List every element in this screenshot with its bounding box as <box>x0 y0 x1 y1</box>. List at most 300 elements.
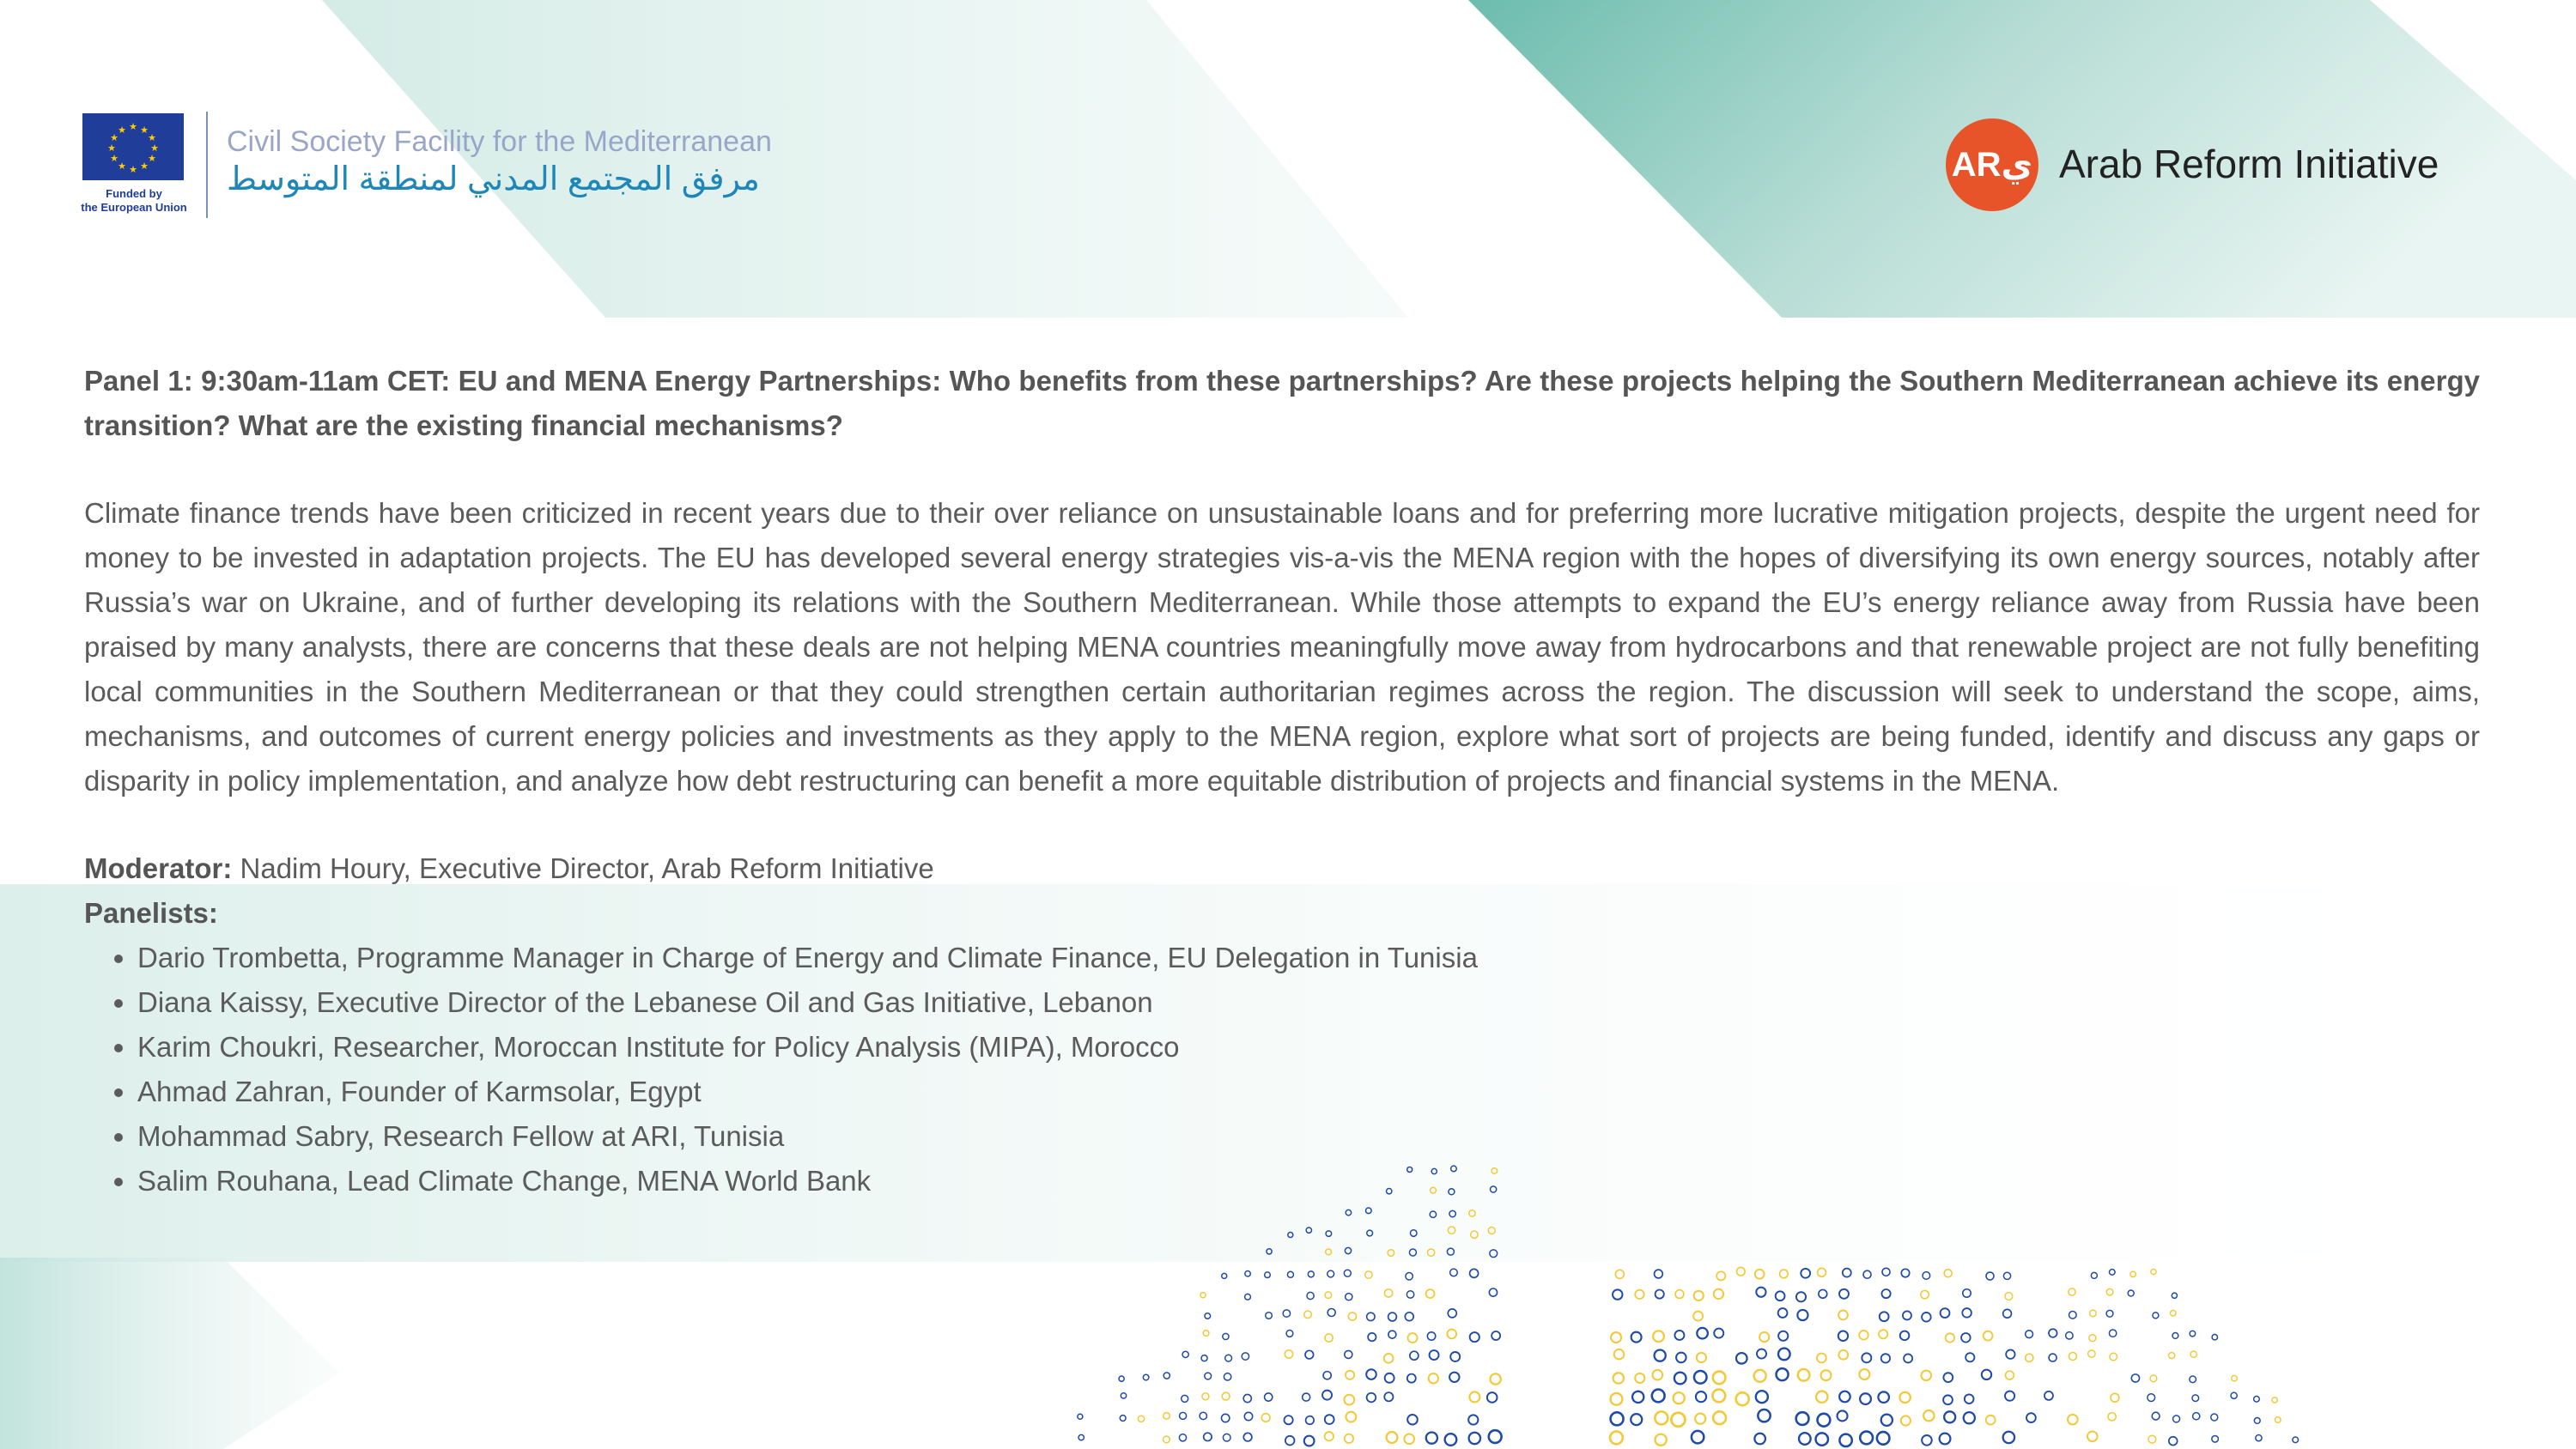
map-dot <box>2088 1350 2095 1357</box>
map-dot <box>1163 1436 1170 1443</box>
map-dot <box>1448 1309 1456 1318</box>
map-dot <box>1656 1289 1664 1298</box>
map-dot <box>1860 1432 1873 1445</box>
map-dot <box>1388 1313 1397 1321</box>
map-dot <box>1121 1393 1126 1398</box>
map-dot <box>2172 1293 2177 1298</box>
map-dot <box>1223 1434 1230 1441</box>
map-dot <box>1631 1414 1642 1425</box>
map-dot <box>1635 1290 1643 1299</box>
map-dot <box>2005 1391 2014 1401</box>
map-dot <box>2150 1375 2157 1382</box>
map-dot <box>1713 1411 1726 1424</box>
map-dot <box>2049 1329 2057 1337</box>
map-dot <box>1489 1430 1502 1443</box>
map-dot <box>2026 1331 2033 1338</box>
map-dot <box>1758 1410 1770 1422</box>
map-dot <box>1737 1267 1746 1276</box>
map-dot <box>2131 1374 2139 1382</box>
map-dot <box>1780 1270 1789 1278</box>
map-dot <box>1652 1390 1665 1403</box>
map-dot <box>1944 1411 1955 1422</box>
map-dot <box>1327 1309 1335 1317</box>
logo-divider <box>206 112 208 218</box>
map-dot <box>2172 1333 2178 1339</box>
map-dot <box>1447 1330 1456 1339</box>
map-dot <box>1384 1289 1392 1297</box>
map-dot <box>1946 1333 1954 1342</box>
map-dot <box>1426 1289 1435 1298</box>
map-dot <box>1820 1370 1831 1380</box>
map-dot <box>1304 1436 1315 1446</box>
map-dot <box>1244 1412 1252 1420</box>
map-dot <box>1201 1355 1207 1361</box>
map-dot <box>1469 1391 1479 1402</box>
moderator-label: Moderator: <box>84 852 233 884</box>
map-dot <box>2069 1312 2077 1319</box>
svg-text:★: ★ <box>129 121 137 132</box>
map-dot <box>1903 1311 1911 1319</box>
map-dot <box>1327 1270 1334 1277</box>
map-dot <box>1674 1373 1686 1385</box>
map-dot <box>1776 1291 1785 1300</box>
map-dot <box>1367 1313 1375 1320</box>
map-dot <box>1223 1333 1229 1339</box>
map-dot <box>2173 1416 2180 1422</box>
map-dot <box>1694 1291 1704 1300</box>
list-item: • Dario Trombetta, Programme Manager in Charge of Energy and Climate Finance, EU Delegation in Tunisia <box>137 936 2480 980</box>
map-dot <box>1384 1392 1393 1401</box>
map-dot <box>1838 1410 1848 1421</box>
chevron-shape-bottom-left <box>0 1258 339 1449</box>
map-dot <box>1899 1392 1910 1403</box>
map-dot <box>1307 1292 1314 1299</box>
map-dot <box>1265 1272 1271 1278</box>
csf-title-english: Civil Society Facility for the Mediterranean <box>227 125 772 158</box>
map-dot <box>1265 1393 1273 1401</box>
map-dot <box>1613 1373 1624 1383</box>
map-dot <box>1631 1332 1642 1343</box>
map-dot <box>1754 1370 1766 1382</box>
map-dot <box>1882 1268 1890 1276</box>
map-dot <box>2049 1354 2057 1361</box>
map-dot <box>1306 1416 1315 1425</box>
map-dot <box>1385 1373 1394 1383</box>
map-dot <box>1450 1352 1460 1361</box>
map-dot <box>2275 1417 2281 1423</box>
map-dot <box>1346 1294 1352 1300</box>
map-dot <box>1120 1416 1126 1422</box>
map-dot <box>1655 1270 1663 1278</box>
csf-eu-logo <box>74 112 847 223</box>
map-dot <box>2110 1353 2117 1361</box>
map-dot <box>1695 1414 1705 1424</box>
map-dot <box>2153 1313 2159 1319</box>
map-dot <box>1963 1289 1971 1297</box>
map-dot <box>1961 1333 1971 1343</box>
map-dot <box>1325 1292 1332 1299</box>
map-dot <box>1674 1331 1684 1340</box>
map-dot <box>1429 1373 1438 1383</box>
map-dot <box>2169 1352 2175 1358</box>
map-dot <box>2003 1432 2014 1443</box>
map-dot <box>1655 1411 1668 1424</box>
map-dot <box>1138 1416 1144 1422</box>
map-dot <box>2170 1310 2176 1316</box>
map-dot <box>1940 1434 1951 1445</box>
map-dot <box>1078 1434 1084 1440</box>
map-dot <box>2026 1354 2033 1361</box>
svg-text:★: ★ <box>140 161 149 172</box>
map-dot <box>2091 1272 2097 1278</box>
map-dot <box>1368 1333 1376 1341</box>
map-dot <box>1470 1332 1479 1342</box>
map-dot <box>2192 1395 2199 1402</box>
map-dot <box>2109 1330 2116 1337</box>
map-dot <box>2190 1331 2196 1337</box>
map-dot <box>2069 1353 2076 1361</box>
map-dot <box>1450 1269 1458 1276</box>
map-dot <box>2190 1351 2196 1357</box>
map-dot <box>1838 1310 1848 1319</box>
eu-caption-line2: the European Union <box>81 201 187 214</box>
map-dot <box>1323 1372 1331 1379</box>
map-dot <box>1881 1289 1890 1298</box>
map-dot <box>1674 1392 1685 1404</box>
map-dot <box>1655 1350 1666 1361</box>
map-dot <box>1245 1294 1251 1300</box>
map-dot <box>1469 1433 1480 1444</box>
map-dot <box>2044 1391 2053 1400</box>
map-dot <box>1261 1414 1270 1422</box>
map-dot <box>1713 1372 1726 1385</box>
map-dot <box>1242 1353 1249 1360</box>
map-dot <box>2148 1394 2155 1402</box>
map-dot <box>1308 1271 1314 1277</box>
map-dot <box>1859 1369 1869 1379</box>
map-dot <box>2006 1371 2014 1379</box>
list-item: • Salim Rouhana, Lead Climate Change, MENA World Bank <box>137 1159 2480 1203</box>
map-dot <box>1798 1369 1810 1381</box>
map-dot <box>1816 1433 1828 1445</box>
map-dot <box>1163 1373 1170 1379</box>
map-dot <box>1325 1415 1334 1424</box>
map-dot <box>2068 1415 2078 1425</box>
map-dot <box>2254 1396 2260 1402</box>
map-dot <box>1818 1414 1831 1427</box>
map-dot <box>1449 1373 1459 1382</box>
map-dot <box>1716 1271 1725 1280</box>
map-dot <box>1881 1354 1890 1362</box>
map-dot <box>1922 1435 1932 1446</box>
map-dot <box>1266 1313 1273 1319</box>
map-dot <box>1838 1350 1848 1360</box>
map-dot <box>1923 1410 1934 1421</box>
map-dot <box>2212 1335 2217 1340</box>
map-dot <box>1696 1391 1706 1402</box>
map-dot <box>1388 1331 1396 1338</box>
map-dot <box>1877 1432 1890 1445</box>
map-dot <box>1859 1331 1868 1340</box>
map-dot <box>1984 1331 1993 1341</box>
map-dot <box>1384 1354 1394 1363</box>
map-dot <box>1205 1313 1211 1319</box>
map-dot <box>1487 1392 1498 1403</box>
map-dot <box>1180 1412 1187 1419</box>
moderator-line <box>84 846 2480 891</box>
map-dot <box>1881 1415 1893 1426</box>
map-dot <box>1778 1331 1788 1341</box>
map-dot <box>1611 1412 1624 1425</box>
map-dot <box>2130 1271 2136 1276</box>
svg-text:★: ★ <box>150 142 159 154</box>
map-dot <box>2108 1413 2116 1421</box>
map-dot <box>1204 1433 1212 1440</box>
map-dot <box>2148 1435 2156 1443</box>
map-dot <box>1611 1393 1623 1405</box>
list-item: • Karim Choukri, Researcher, Moroccan Institute for Policy Analysis (MIPA), Morocco <box>137 1025 2480 1070</box>
svg-text:★: ★ <box>148 153 156 164</box>
map-dot <box>2003 1272 2010 1279</box>
map-dot <box>1736 1392 1749 1405</box>
map-dot <box>1964 1412 1975 1423</box>
map-dot <box>2232 1375 2238 1381</box>
map-dot <box>1492 1331 1500 1340</box>
map-dot <box>1901 1416 1911 1425</box>
map-dot <box>2026 1413 2036 1422</box>
map-dot <box>1694 1371 1707 1384</box>
map-dot <box>1796 1412 1809 1425</box>
map-dot <box>1839 1391 1850 1403</box>
map-dot <box>1078 1414 1083 1419</box>
map-dot <box>1697 1353 1706 1362</box>
map-dot <box>1818 1268 1826 1276</box>
map-dot <box>1986 1272 1994 1280</box>
map-dot <box>1676 1353 1686 1363</box>
map-dot <box>1860 1393 1871 1404</box>
svg-text:★: ★ <box>118 161 126 172</box>
map-dot <box>1778 1308 1788 1318</box>
map-dot <box>1757 1349 1766 1359</box>
panel-description: Climate finance trends have been criticized in recent years due to their over reliance on unsustainable loans and for preferring more lucrative mitigation projects, despite the urgent need for money to be invested in adaptation projects. The EU has developed several energy strategies vis-a-vis the MENA region with the hopes of diversifying its own energy sources, notably after Russia’s war on Ukraine, and of further developing its relations with the Southern Mediterranean. While those attempts to expand the EU’s energy reliance away from Russia have been praised by many analysts, there are concerns that these deals are not helping MENA countries meaningfully move away from hydrocarbons and that renewable project are not fully benefiting local communities in the Southern Mediterranean or that they could strengthen certain authoritarian regimes across the region. The discussion will seek to understand the scope, aims, mechanisms, and outcomes of current energy policies and investments as they apply to the MENA region, explore what sort of projects are being funded, identify and discuss any gaps or disparity in policy implementation, and analyze how debt restructuring can benefit a more equitable distribution of projects and financial systems in the MENA. <box>84 497 2480 797</box>
map-dot <box>1445 1434 1457 1446</box>
svg-text:★: ★ <box>129 164 137 175</box>
map-dot <box>2152 1412 2160 1420</box>
map-dot <box>1426 1432 1437 1443</box>
map-dot <box>1965 1394 1974 1404</box>
map-dot <box>2151 1269 2156 1274</box>
map-dot <box>1119 1376 1124 1381</box>
map-dot <box>1801 1269 1810 1278</box>
map-dot <box>1304 1311 1312 1319</box>
map-dot <box>1962 1308 1971 1318</box>
map-dot <box>1179 1434 1186 1441</box>
map-dot <box>1900 1331 1910 1341</box>
map-dot <box>1224 1373 1230 1380</box>
map-dot <box>2106 1310 2113 1317</box>
map-dot <box>1430 1350 1439 1360</box>
list-item: • Mohammad Sabry, Research Fellow at ARI, Tunisia <box>137 1114 2480 1159</box>
map-dot <box>1656 1434 1667 1446</box>
map-dot <box>1404 1434 1414 1445</box>
map-dot <box>1366 1369 1376 1379</box>
map-dot <box>1345 1350 1352 1358</box>
map-dot <box>1839 1434 1851 1446</box>
map-dot <box>1287 1271 1293 1277</box>
map-dot <box>1322 1391 1332 1400</box>
list-item: • Diana Kaissy, Executive Director of the Lebanese Oil and Gas Initiative, Lebanon <box>137 980 2480 1025</box>
map-dot <box>2128 1290 2134 1296</box>
map-dot <box>1345 1434 1353 1443</box>
map-dot <box>1405 1313 1413 1321</box>
panel-title: Panel 1: 9:30am-11am CET: EU and MENA Energy Partnerships: Who benefits from these partnerships? Are these projects helping the Southern Mediterranean achieve its energy transition? What are the existing financial mechanisms? <box>84 365 2480 441</box>
map-dot <box>1614 1349 1625 1360</box>
map-dot <box>2254 1418 2260 1424</box>
map-dot <box>1632 1391 1643 1403</box>
map-dot <box>1203 1331 1209 1337</box>
map-dot <box>1671 1413 1685 1427</box>
eu-caption-line1: Funded by <box>106 187 162 200</box>
svg-text:★: ★ <box>118 124 126 136</box>
csf-title-arabic: مرفق المجتمع المدني لمنطقة المتوسط <box>227 161 760 197</box>
map-dot <box>1799 1433 1811 1445</box>
svg-text:★: ★ <box>110 153 118 164</box>
map-dot <box>1410 1351 1419 1360</box>
map-dot <box>2066 1332 2073 1339</box>
map-dot <box>1817 1354 1826 1363</box>
map-dot <box>2212 1435 2219 1442</box>
map-dot <box>1489 1288 1497 1296</box>
map-dot <box>1344 1395 1354 1405</box>
map-dot <box>1406 1291 1413 1298</box>
map-dot <box>1243 1433 1252 1441</box>
eu-flag-icon <box>82 113 184 180</box>
map-dot <box>1756 1288 1765 1297</box>
map-dot <box>1285 1350 1292 1358</box>
map-dot <box>1225 1355 1232 1361</box>
map-dot <box>1325 1334 1333 1342</box>
map-dot <box>1693 1312 1703 1321</box>
ari-logo-mark: ARي <box>1946 118 2038 211</box>
ari-logo-name: Arab Reform Initiative <box>2059 142 2439 186</box>
ari-logo <box>1946 118 2512 215</box>
map-dot <box>1303 1393 1310 1401</box>
map-dot <box>1778 1349 1790 1361</box>
map-dot <box>1943 1373 1953 1382</box>
map-dot <box>1843 1269 1851 1277</box>
panelists-list <box>84 936 2480 1203</box>
map-dot <box>1714 1329 1723 1338</box>
map-dot <box>2003 1309 2012 1318</box>
map-dot <box>2272 1397 2277 1403</box>
map-dot <box>1986 1416 1996 1425</box>
map-dot <box>1387 1432 1398 1443</box>
map-dot <box>1943 1395 1953 1404</box>
map-dot <box>1182 1351 1188 1357</box>
map-dot <box>1635 1373 1644 1383</box>
map-dot <box>1653 1331 1664 1342</box>
map-dot <box>1348 1313 1356 1320</box>
map-dot <box>1862 1353 1871 1362</box>
map-dot <box>1712 1390 1725 1403</box>
map-dot <box>1901 1269 1909 1276</box>
map-dot <box>1407 1374 1416 1383</box>
map-dot <box>2169 1437 2178 1446</box>
map-dot <box>1163 1413 1170 1420</box>
map-dot <box>1346 1412 1356 1422</box>
map-dot <box>1468 1415 1478 1424</box>
map-dot <box>2190 1376 2196 1383</box>
map-dot <box>1285 1436 1295 1446</box>
map-dot <box>1610 1431 1623 1444</box>
map-dot <box>1880 1312 1889 1321</box>
map-dot <box>1346 1371 1354 1379</box>
map-dot <box>1714 1289 1723 1299</box>
map-dot <box>1243 1394 1251 1402</box>
map-dot <box>1736 1353 1747 1364</box>
map-dot <box>1965 1353 1974 1361</box>
map-dot <box>1796 1292 1806 1301</box>
eu-caption <box>74 187 194 215</box>
map-dot <box>1839 1289 1849 1299</box>
map-dot <box>1675 1290 1684 1299</box>
map-dot <box>2211 1414 2218 1421</box>
map-dot <box>1982 1370 1991 1379</box>
map-dot <box>1490 1373 1500 1384</box>
map-dot <box>1286 1331 1293 1337</box>
map-dot <box>1838 1331 1848 1341</box>
map-dot <box>1365 1271 1372 1278</box>
map-dot <box>2111 1393 2119 1402</box>
map-dot <box>1367 1393 1376 1403</box>
map-dot <box>1143 1374 1149 1380</box>
map-dot <box>1755 1270 1765 1279</box>
map-dot <box>2005 1293 2013 1300</box>
map-dot <box>1944 1270 1952 1277</box>
svg-text:★: ★ <box>107 142 116 154</box>
map-dot <box>1759 1332 1769 1342</box>
map-dot <box>1613 1289 1622 1299</box>
map-dot <box>1922 1313 1931 1322</box>
list-item: • Ahmad Zahran, Founder of Karmsolar, Egypt <box>137 1070 2480 1114</box>
map-dot <box>2006 1349 2014 1358</box>
map-dot <box>1408 1333 1418 1343</box>
map-dot <box>1797 1310 1807 1320</box>
map-dot <box>1921 1370 1931 1380</box>
map-dot <box>2231 1392 2237 1398</box>
map-dot <box>1245 1271 1250 1276</box>
map-dot <box>1819 1289 1827 1298</box>
map-dot <box>2256 1435 2262 1441</box>
main-content <box>84 359 2480 1203</box>
map-dot <box>1305 1350 1314 1359</box>
map-dot <box>1205 1373 1212 1379</box>
map-dot <box>1285 1416 1293 1424</box>
map-dot <box>2293 1437 2299 1443</box>
map-dot <box>1325 1432 1334 1440</box>
map-dot <box>1222 1273 1227 1278</box>
map-dot <box>1653 1370 1663 1380</box>
map-dot <box>1406 1273 1413 1280</box>
map-dot <box>1200 1412 1206 1419</box>
map-dot <box>1611 1332 1621 1343</box>
map-dot <box>1200 1293 1206 1298</box>
map-dot <box>1777 1368 1789 1380</box>
map-dot <box>2087 1432 2098 1442</box>
panelists-label: Panelists: <box>84 897 218 929</box>
map-dot <box>2069 1288 2075 1295</box>
map-dot <box>1697 1328 1708 1339</box>
